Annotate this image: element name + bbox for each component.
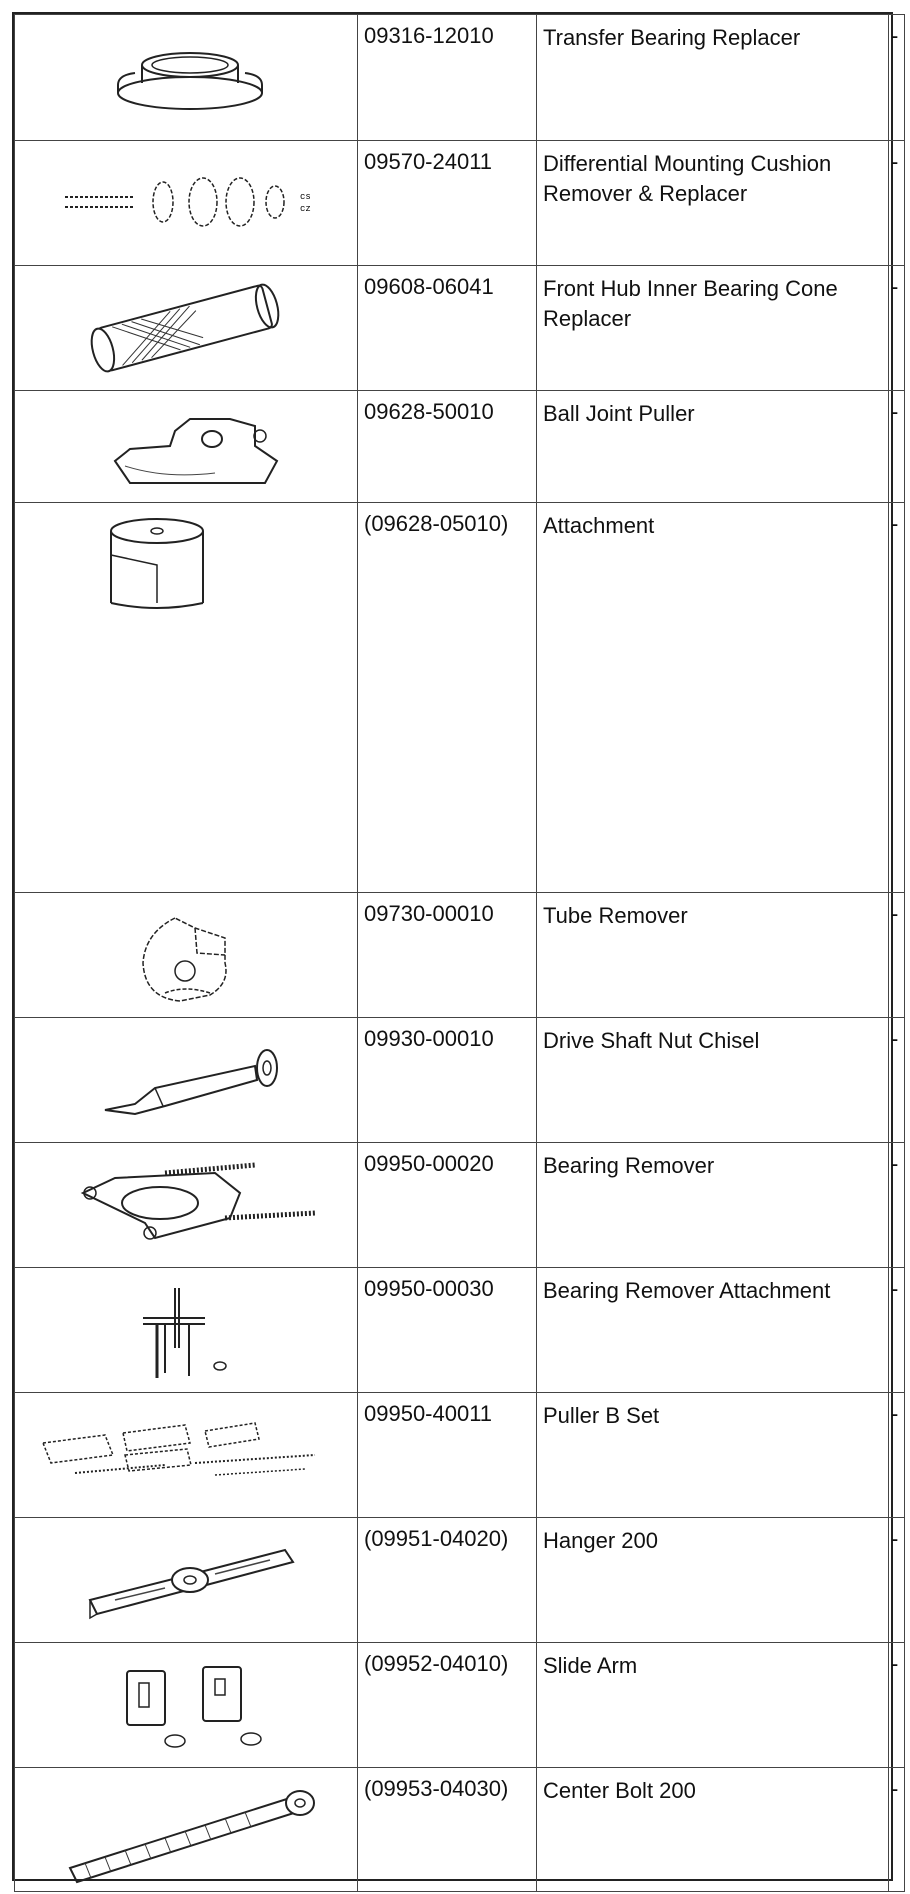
- tool-image-cell: [15, 893, 358, 1018]
- table-row: [15, 1018, 905, 1143]
- special-tools-table: [14, 14, 905, 1892]
- table-row: [15, 391, 905, 503]
- bearing-remover-icon: [15, 1143, 357, 1266]
- part-number: 09730-00010: [358, 893, 537, 1018]
- table-row: [15, 1518, 905, 1643]
- tube-remover-icon: [15, 893, 357, 1016]
- tool-image-cell: [15, 15, 358, 141]
- part-number: 09950-40011: [358, 1393, 537, 1518]
- chisel-icon: [15, 1018, 357, 1141]
- cylinder-replacer-icon: [15, 266, 357, 389]
- table-row: [15, 266, 905, 391]
- part-number: (09953-04030): [358, 1768, 537, 1892]
- part-number: (09952-04010): [358, 1643, 537, 1768]
- tool-name: Hanger 200: [537, 1518, 889, 1643]
- remark: -: [889, 15, 905, 141]
- tool-name: Front Hub Inner Bearing Cone Replacer: [537, 266, 889, 391]
- tool-name: Transfer Bearing Replacer: [537, 15, 889, 141]
- ring-replacer-icon: [15, 15, 357, 139]
- remark: -: [889, 266, 905, 391]
- tool-image-cell: [15, 1393, 358, 1518]
- tool-name: Bearing Remover: [537, 1143, 889, 1268]
- puller-set-icon: [15, 1393, 357, 1516]
- remark: -: [889, 1518, 905, 1643]
- table-row: [15, 1268, 905, 1393]
- tool-name: Attachment: [537, 503, 889, 893]
- center-bolt-icon: [15, 1768, 357, 1888]
- tool-name: Ball Joint Puller: [537, 391, 889, 503]
- part-number: 09608-06041: [358, 266, 537, 391]
- remark: -: [889, 1268, 905, 1393]
- tool-image-cell: [15, 503, 358, 893]
- remark: -: [889, 893, 905, 1018]
- cushion-tool-set-icon: [15, 141, 357, 264]
- tool-table-frame: [12, 12, 899, 1881]
- tool-image-cell: [15, 266, 358, 391]
- tool-image-cell: [15, 141, 358, 266]
- table-row: [15, 1143, 905, 1268]
- cylinder-attachment-icon: [15, 503, 357, 623]
- remark: -: [889, 1018, 905, 1143]
- remark: -: [889, 1768, 905, 1892]
- table-row: [15, 1768, 905, 1892]
- part-number: 09628-50010: [358, 391, 537, 503]
- slide-arm-icon: [15, 1643, 357, 1766]
- table-row: [15, 503, 905, 893]
- table-row: [15, 1393, 905, 1518]
- part-number: 09316-12010: [358, 15, 537, 141]
- tool-name: Slide Arm: [537, 1643, 889, 1768]
- part-number: (09628-05010): [358, 503, 537, 893]
- part-number: 09950-00020: [358, 1143, 537, 1268]
- tool-name: Bearing Remover Attachment: [537, 1268, 889, 1393]
- table-row: [15, 141, 905, 266]
- remover-attachment-icon: [15, 1268, 357, 1391]
- part-number: 09950-00030: [358, 1268, 537, 1393]
- table-row: [15, 893, 905, 1018]
- tool-image-cell: [15, 1143, 358, 1268]
- tool-name: Center Bolt 200: [537, 1768, 889, 1892]
- table-row: [15, 15, 905, 141]
- tool-image-cell: [15, 391, 358, 503]
- tool-name: Drive Shaft Nut Chisel: [537, 1018, 889, 1143]
- tool-image-cell: [15, 1643, 358, 1768]
- remark: -: [889, 391, 905, 503]
- remark: -: [889, 1143, 905, 1268]
- remark: -: [889, 141, 905, 266]
- hanger-icon: [15, 1518, 357, 1641]
- tool-image-cell: [15, 1268, 358, 1393]
- part-number: 09930-00010: [358, 1018, 537, 1143]
- tool-image-cell: [15, 1018, 358, 1143]
- tool-image-cell: [15, 1768, 358, 1892]
- ball-joint-puller-icon: [15, 391, 357, 501]
- remark: -: [889, 1643, 905, 1768]
- tool-name: Puller B Set: [537, 1393, 889, 1518]
- table-row: [15, 1643, 905, 1768]
- tool-name: Tube Remover: [537, 893, 889, 1018]
- tool-image-cell: [15, 1518, 358, 1643]
- part-number: 09570-24011: [358, 141, 537, 266]
- remark: -: [889, 1393, 905, 1518]
- svg-text:cs: cs: [300, 192, 311, 202]
- svg-text:cz: cz: [300, 204, 311, 214]
- remark: -: [889, 503, 905, 893]
- tool-name: Differential Mounting Cushion Remover & Replacer: [537, 141, 889, 266]
- part-number: (09951-04020): [358, 1518, 537, 1643]
